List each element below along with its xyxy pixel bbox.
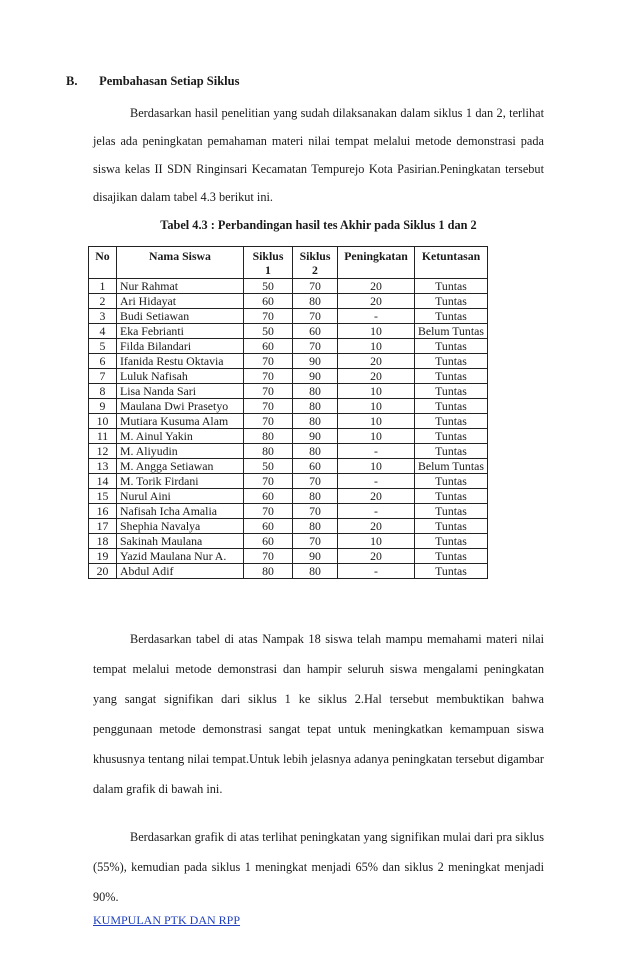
cell-siklus-1: 60 bbox=[244, 339, 293, 354]
cell-siklus-1: 70 bbox=[244, 354, 293, 369]
cell-name: Shephia Navalya bbox=[117, 519, 244, 534]
header-siklus-2: Siklus 2 bbox=[293, 247, 338, 279]
cell-peningkatan: 20 bbox=[338, 354, 415, 369]
table-row bbox=[89, 399, 488, 414]
cell-name: Nur Rahmat bbox=[117, 279, 244, 294]
section-heading bbox=[66, 74, 239, 89]
table-row bbox=[89, 369, 488, 384]
cell-siklus-2: 90 bbox=[293, 369, 338, 384]
table-row bbox=[89, 489, 488, 504]
table-body bbox=[89, 279, 488, 579]
cell-peningkatan: 20 bbox=[338, 549, 415, 564]
cell-peningkatan: 10 bbox=[338, 384, 415, 399]
cell-no: 10 bbox=[89, 414, 117, 429]
cell-siklus-2: 80 bbox=[293, 399, 338, 414]
table-caption: Tabel 4.3 : Perbandingan hasil tes Akhir pada Siklus 1 dan 2 bbox=[160, 218, 477, 232]
cell-peningkatan: 20 bbox=[338, 489, 415, 504]
cell-ketuntasan: Tuntas bbox=[415, 384, 488, 399]
cell-siklus-1: 70 bbox=[244, 399, 293, 414]
table-row bbox=[89, 384, 488, 399]
cell-siklus-2: 70 bbox=[293, 339, 338, 354]
table-row bbox=[89, 309, 488, 324]
cell-siklus-2: 80 bbox=[293, 384, 338, 399]
cell-no: 13 bbox=[89, 459, 117, 474]
cell-siklus-1: 50 bbox=[244, 324, 293, 339]
cell-no: 1 bbox=[89, 279, 117, 294]
cell-siklus-1: 70 bbox=[244, 504, 293, 519]
cell-siklus-1: 80 bbox=[244, 444, 293, 459]
cell-no: 8 bbox=[89, 384, 117, 399]
cell-name: M. Aliyudin bbox=[117, 444, 244, 459]
table-row bbox=[89, 504, 488, 519]
table-row bbox=[89, 459, 488, 474]
cell-name: Ifanida Restu Oktavia bbox=[117, 354, 244, 369]
cell-siklus-2: 70 bbox=[293, 504, 338, 519]
cell-name: Sakinah Maulana bbox=[117, 534, 244, 549]
cell-peningkatan: - bbox=[338, 504, 415, 519]
cell-name: Maulana Dwi Prasetyo bbox=[117, 399, 244, 414]
cell-siklus-1: 60 bbox=[244, 534, 293, 549]
cell-siklus-1: 60 bbox=[244, 489, 293, 504]
table-row bbox=[89, 279, 488, 294]
cell-ketuntasan: Tuntas bbox=[415, 294, 488, 309]
table-row bbox=[89, 339, 488, 354]
cell-peningkatan: 20 bbox=[338, 279, 415, 294]
cell-siklus-1: 70 bbox=[244, 369, 293, 384]
cell-no: 12 bbox=[89, 444, 117, 459]
cell-siklus-1: 50 bbox=[244, 279, 293, 294]
table-row bbox=[89, 519, 488, 534]
analysis-paragraph: Berdasarkan tabel di atas Nampak 18 siswa telah mampu memahami materi nilai tempat melalui metode demonstrasi dan hampir seluruh siswa mengalami peningkatan yang sangat signifikan dari siklus 1 ke siklus 2.Hal tersebut membuktikan bahwa penggunaan metode demonstrasi sangat tepat untuk meningkatkan kemampuan siswa khususnya tentang nilai tempat.Untuk lebih jelasnya adanya peningkatan tersebut digambar dalam grafik di bawah ini. bbox=[93, 632, 544, 796]
cell-peningkatan: 20 bbox=[338, 294, 415, 309]
cell-peningkatan: 20 bbox=[338, 369, 415, 384]
cell-no: 3 bbox=[89, 309, 117, 324]
cell-name: M. Ainul Yakin bbox=[117, 429, 244, 444]
table-row bbox=[89, 354, 488, 369]
cell-name: Eka Febrianti bbox=[117, 324, 244, 339]
cell-siklus-2: 80 bbox=[293, 519, 338, 534]
table-row bbox=[89, 414, 488, 429]
cell-name: Budi Setiawan bbox=[117, 309, 244, 324]
cell-siklus-1: 70 bbox=[244, 384, 293, 399]
header-no: No bbox=[89, 247, 117, 279]
cell-name: M. Torik Firdani bbox=[117, 474, 244, 489]
cell-name: Abdul Adif bbox=[117, 564, 244, 579]
cell-peningkatan: 10 bbox=[338, 339, 415, 354]
cell-no: 18 bbox=[89, 534, 117, 549]
cell-name: Mutiara Kusuma Alam bbox=[117, 414, 244, 429]
graph-paragraph: Berdasarkan grafik di atas terlihat peningkatan yang signifikan mulai dari pra siklus (55%), kemudian pada siklus 1 meningkat menjadi 65% dan siklus 2 meningkat menjadi 90%. bbox=[93, 830, 544, 904]
table-header-row bbox=[89, 247, 488, 279]
cell-name: M. Angga Setiawan bbox=[117, 459, 244, 474]
cell-peningkatan: - bbox=[338, 309, 415, 324]
section-title: Pembahasan Setiap Siklus bbox=[99, 74, 240, 88]
cell-no: 9 bbox=[89, 399, 117, 414]
table-row bbox=[89, 324, 488, 339]
cell-ketuntasan: Tuntas bbox=[415, 549, 488, 564]
table-row bbox=[89, 534, 488, 549]
cell-ketuntasan: Tuntas bbox=[415, 339, 488, 354]
cell-peningkatan: - bbox=[338, 444, 415, 459]
cell-peningkatan: 20 bbox=[338, 519, 415, 534]
cell-siklus-2: 80 bbox=[293, 414, 338, 429]
cell-name: Ari Hidayat bbox=[117, 294, 244, 309]
table-row bbox=[89, 444, 488, 459]
cell-siklus-2: 70 bbox=[293, 474, 338, 489]
header-ketuntasan: Ketuntasan bbox=[415, 247, 488, 279]
cell-siklus-2: 80 bbox=[293, 444, 338, 459]
cell-ketuntasan: Tuntas bbox=[415, 279, 488, 294]
table-row bbox=[89, 294, 488, 309]
table-row bbox=[89, 429, 488, 444]
table-row bbox=[89, 549, 488, 564]
cell-ketuntasan: Tuntas bbox=[415, 564, 488, 579]
cell-ketuntasan: Tuntas bbox=[415, 399, 488, 414]
header-siklus-1: Siklus 1 bbox=[244, 247, 293, 279]
cell-no: 20 bbox=[89, 564, 117, 579]
cell-no: 16 bbox=[89, 504, 117, 519]
cell-siklus-1: 70 bbox=[244, 414, 293, 429]
cell-no: 2 bbox=[89, 294, 117, 309]
cell-siklus-2: 60 bbox=[293, 324, 338, 339]
cell-name: Yazid Maulana Nur A. bbox=[117, 549, 244, 564]
header-peningkatan: Peningkatan bbox=[338, 247, 415, 279]
cell-name: Luluk Nafisah bbox=[117, 369, 244, 384]
cell-peningkatan: 10 bbox=[338, 324, 415, 339]
cell-siklus-2: 90 bbox=[293, 429, 338, 444]
cell-siklus-1: 80 bbox=[244, 564, 293, 579]
cell-siklus-1: 70 bbox=[244, 309, 293, 324]
cell-no: 19 bbox=[89, 549, 117, 564]
cell-no: 15 bbox=[89, 489, 117, 504]
cell-no: 11 bbox=[89, 429, 117, 444]
cell-siklus-1: 60 bbox=[244, 294, 293, 309]
cell-siklus-1: 60 bbox=[244, 519, 293, 534]
cell-no: 17 bbox=[89, 519, 117, 534]
cell-ketuntasan: Tuntas bbox=[415, 414, 488, 429]
cell-siklus-1: 50 bbox=[244, 459, 293, 474]
cell-name: Nafisah Icha Amalia bbox=[117, 504, 244, 519]
cell-siklus-2: 60 bbox=[293, 459, 338, 474]
cell-name: Nurul Aini bbox=[117, 489, 244, 504]
cell-peningkatan: 10 bbox=[338, 414, 415, 429]
cell-ketuntasan: Tuntas bbox=[415, 354, 488, 369]
cell-no: 4 bbox=[89, 324, 117, 339]
cell-siklus-2: 80 bbox=[293, 294, 338, 309]
cell-siklus-2: 70 bbox=[293, 309, 338, 324]
cell-no: 6 bbox=[89, 354, 117, 369]
cell-peningkatan: 10 bbox=[338, 429, 415, 444]
cell-siklus-1: 70 bbox=[244, 549, 293, 564]
cell-peningkatan: - bbox=[338, 474, 415, 489]
cell-siklus-2: 80 bbox=[293, 489, 338, 504]
cell-siklus-2: 70 bbox=[293, 534, 338, 549]
cell-name: Lisa Nanda Sari bbox=[117, 384, 244, 399]
cell-ketuntasan: Belum Tuntas bbox=[415, 324, 488, 339]
cell-no: 14 bbox=[89, 474, 117, 489]
cell-ketuntasan: Tuntas bbox=[415, 534, 488, 549]
table-row bbox=[89, 564, 488, 579]
cell-peningkatan: 10 bbox=[338, 534, 415, 549]
cell-ketuntasan: Tuntas bbox=[415, 369, 488, 384]
cell-siklus-2: 90 bbox=[293, 549, 338, 564]
table-row bbox=[89, 474, 488, 489]
cell-siklus-2: 70 bbox=[293, 279, 338, 294]
header-name: Nama Siswa bbox=[117, 247, 244, 279]
cell-ketuntasan: Tuntas bbox=[415, 309, 488, 324]
cell-ketuntasan: Belum Tuntas bbox=[415, 459, 488, 474]
cell-ketuntasan: Tuntas bbox=[415, 429, 488, 444]
cell-ketuntasan: Tuntas bbox=[415, 519, 488, 534]
cell-name: Filda Bilandari bbox=[117, 339, 244, 354]
cell-peningkatan: 10 bbox=[338, 399, 415, 414]
cell-ketuntasan: Tuntas bbox=[415, 504, 488, 519]
cell-peningkatan: 10 bbox=[338, 459, 415, 474]
cell-siklus-1: 80 bbox=[244, 429, 293, 444]
intro-paragraph: Berdasarkan hasil penelitian yang sudah dilaksanakan dalam siklus 1 dan 2, terlihat jelas ada peningkatan pemahaman materi nilai tempat melalui metode demonstrasi pada siswa kelas II SDN Ringinsari Kecamatan Tempurejo Kota Pasirian.Peningkatan tersebut disajikan dalam tabel 4.3 berikut ini. bbox=[93, 106, 544, 204]
cell-peningkatan: - bbox=[338, 564, 415, 579]
cell-ketuntasan: Tuntas bbox=[415, 489, 488, 504]
comparison-table bbox=[88, 246, 488, 579]
cell-no: 7 bbox=[89, 369, 117, 384]
cell-ketuntasan: Tuntas bbox=[415, 444, 488, 459]
cell-ketuntasan: Tuntas bbox=[415, 474, 488, 489]
cell-siklus-1: 70 bbox=[244, 474, 293, 489]
cell-siklus-2: 90 bbox=[293, 354, 338, 369]
footer-link[interactable]: KUMPULAN PTK DAN RPP bbox=[93, 913, 241, 927]
cell-no: 5 bbox=[89, 339, 117, 354]
section-number: B. bbox=[66, 74, 78, 88]
cell-siklus-2: 80 bbox=[293, 564, 338, 579]
